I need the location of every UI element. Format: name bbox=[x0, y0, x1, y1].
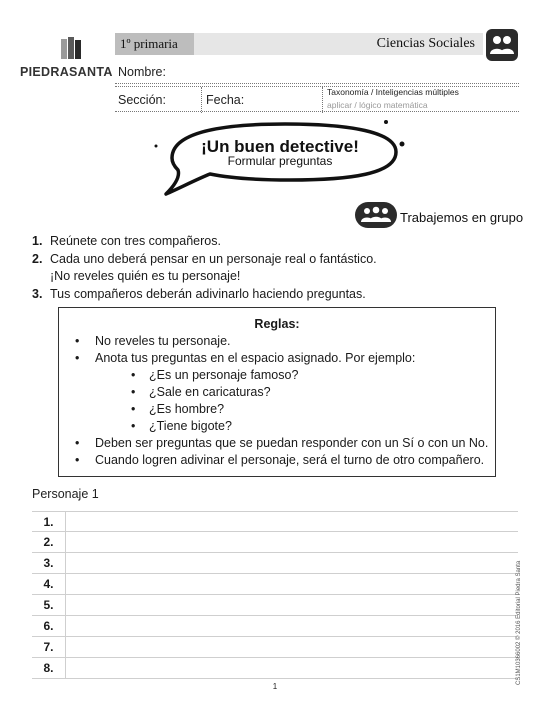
row-number: 6. bbox=[32, 616, 66, 637]
rules-title: Reglas: bbox=[254, 317, 300, 331]
rules-box bbox=[58, 307, 496, 477]
rule-item: • No reveles tu personaje. bbox=[75, 333, 490, 350]
row-number: 1. bbox=[32, 512, 66, 533]
question-answer-line[interactable] bbox=[66, 595, 518, 616]
instruction-step bbox=[32, 251, 522, 286]
name-field-row[interactable] bbox=[115, 60, 519, 84]
step-text-continued: ¡No reveles quién es tu personaje! bbox=[50, 269, 241, 283]
section-date-row bbox=[115, 86, 519, 112]
question-row bbox=[32, 511, 518, 532]
row-number: 4. bbox=[32, 574, 66, 595]
example-question: • ¿Sale en caricaturas? bbox=[131, 384, 490, 401]
section-field[interactable]: Sección: bbox=[118, 93, 166, 107]
people-group-icon bbox=[486, 29, 518, 61]
grade-label: 1º primaria bbox=[115, 33, 194, 55]
people-group-icon bbox=[355, 202, 397, 228]
group-work-label: Trabajemos en grupo bbox=[400, 210, 524, 225]
taxonomy-value: aplicar / lógico matemática bbox=[327, 100, 428, 110]
example-question: • ¿Es hombre? bbox=[131, 401, 490, 418]
step-text: Tus compañeros deberán adivinarlo haciendo preguntas. bbox=[50, 286, 366, 301]
step-number: 3. bbox=[32, 286, 43, 301]
question-row bbox=[32, 658, 518, 679]
copyright-code: CS1M10366002 © 2016 Editorial Piedra Santa bbox=[516, 560, 522, 685]
instruction-step bbox=[32, 286, 522, 304]
question-answer-line[interactable] bbox=[66, 658, 518, 679]
rule-item: • Deben ser preguntas que se puedan responder con un Sí o con un No. bbox=[75, 435, 490, 452]
row-number: 7. bbox=[32, 637, 66, 658]
row-number: 2. bbox=[32, 532, 66, 553]
step-text: Cada uno deberá pensar en un personaje real o fantástico. bbox=[50, 251, 377, 266]
book-logo-icon bbox=[58, 36, 84, 62]
example-question: • ¿Tiene bigote? bbox=[131, 418, 490, 435]
question-answer-line[interactable] bbox=[66, 532, 518, 553]
rules-list bbox=[75, 333, 490, 469]
subject-icon bbox=[486, 29, 518, 61]
row-number: 3. bbox=[32, 553, 66, 574]
question-row bbox=[32, 532, 518, 553]
question-answer-line[interactable] bbox=[66, 512, 518, 533]
row-number: 5. bbox=[32, 595, 66, 616]
step-number: 1. bbox=[32, 234, 43, 248]
questions-table bbox=[32, 511, 518, 679]
header-bar bbox=[115, 33, 483, 55]
step-text: Reúnete con tres compañeros. bbox=[50, 234, 221, 248]
name-label: Nombre: bbox=[118, 65, 166, 79]
question-answer-line[interactable] bbox=[66, 574, 518, 595]
taxonomy-title: Taxonomía / Inteligencias múltiples bbox=[327, 87, 459, 97]
divider bbox=[322, 87, 323, 113]
rule-item bbox=[75, 350, 490, 435]
group-work-badge bbox=[355, 202, 397, 228]
example-question: • ¿Es un personaje famoso? bbox=[131, 367, 490, 384]
divider bbox=[201, 87, 202, 113]
examples-list bbox=[95, 367, 490, 435]
question-row bbox=[32, 574, 518, 595]
date-field[interactable]: Fecha: bbox=[206, 93, 245, 107]
rule-text: Anota tus preguntas en el espacio asignado. Por ejemplo: bbox=[95, 351, 416, 365]
instruction-step bbox=[32, 233, 522, 251]
question-answer-line[interactable] bbox=[66, 616, 518, 637]
question-answer-line[interactable] bbox=[66, 553, 518, 574]
question-row bbox=[32, 637, 518, 658]
question-row bbox=[32, 616, 518, 637]
subject-label: Ciencias Sociales bbox=[376, 36, 475, 51]
question-row bbox=[32, 595, 518, 616]
character-label: Personaje 1 bbox=[32, 487, 99, 501]
rule-item: • Cuando logren adivinar el personaje, será el turno de otro compañero. bbox=[75, 452, 490, 469]
page-number: 1 bbox=[272, 682, 278, 691]
publisher-logo bbox=[20, 36, 120, 84]
instructions-list bbox=[32, 233, 522, 303]
question-answer-line[interactable] bbox=[66, 637, 518, 658]
logo-text: PIEDRASANTA bbox=[20, 65, 113, 79]
step-number: 2. bbox=[32, 251, 43, 266]
activity-subtitle: Formular preguntas bbox=[227, 154, 333, 168]
activity-title: ¡Un buen detective! bbox=[201, 137, 359, 156]
question-row bbox=[32, 553, 518, 574]
row-number: 8. bbox=[32, 658, 66, 679]
